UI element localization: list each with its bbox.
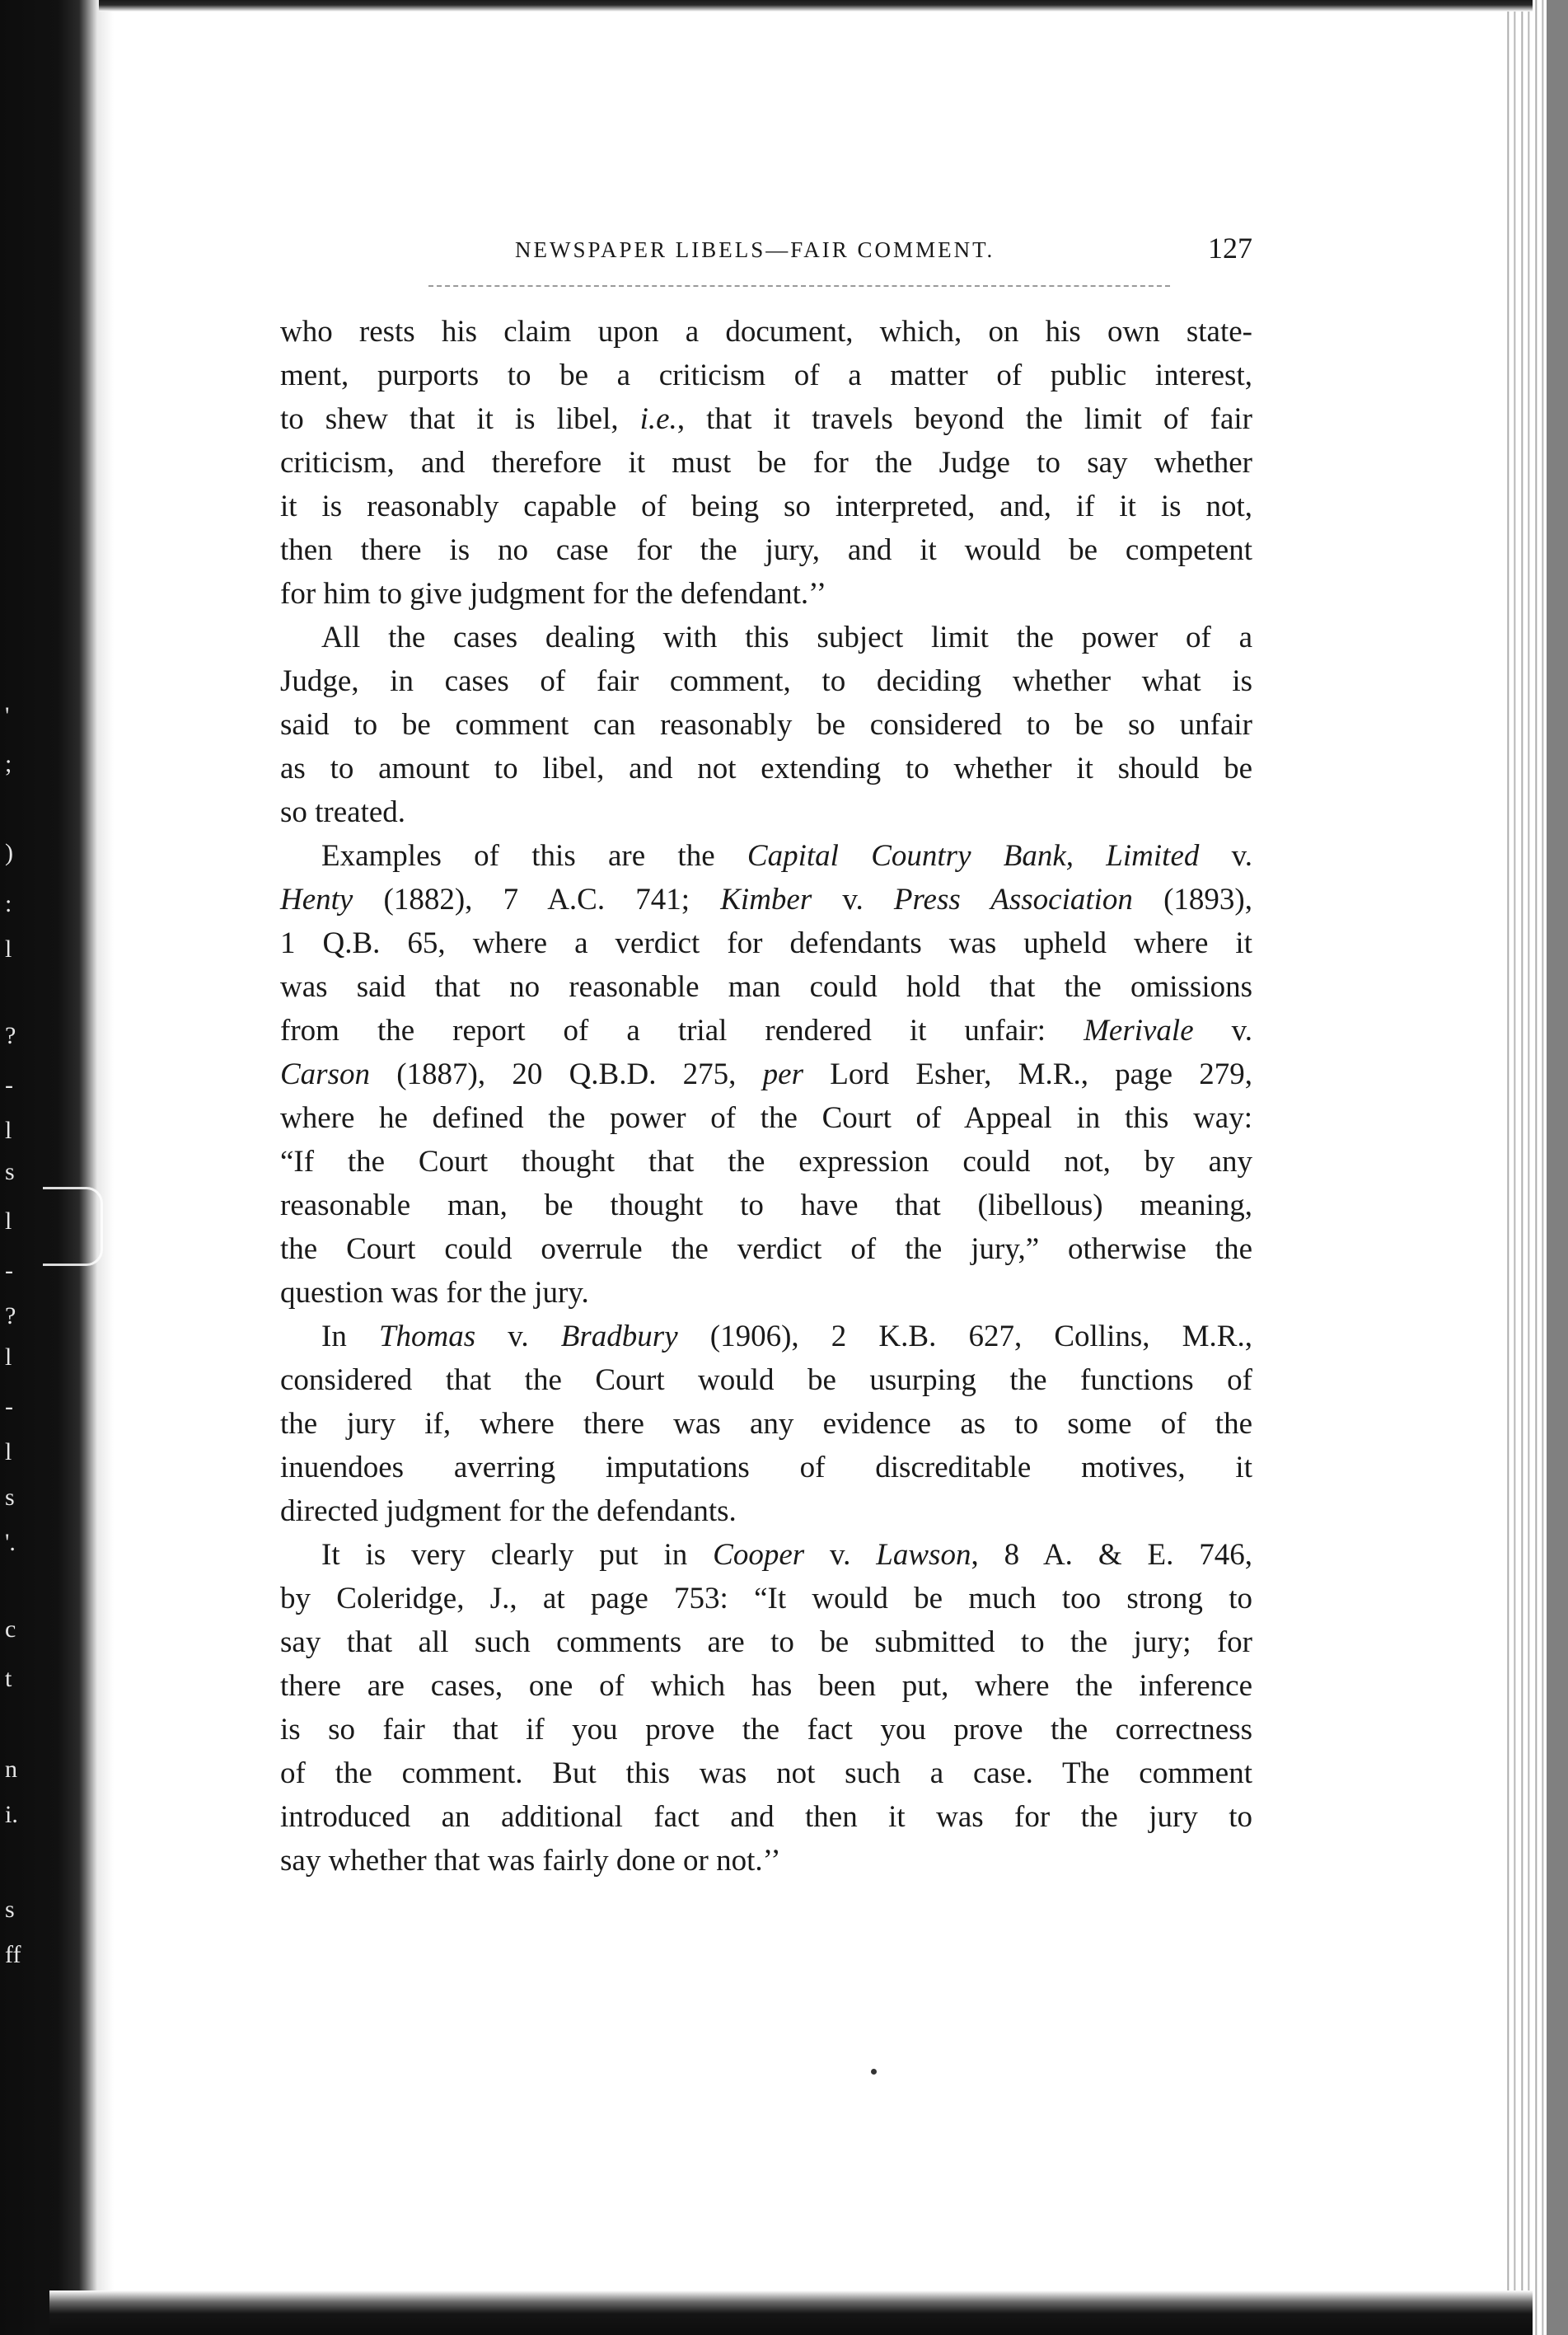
margin-letter: ; bbox=[5, 750, 12, 777]
margin-letter: l bbox=[5, 1207, 12, 1235]
paragraph-4 bbox=[280, 1315, 1252, 1533]
margin-letter: s bbox=[5, 1896, 15, 1923]
margin-letter: ff bbox=[5, 1941, 21, 1968]
scan-edge-bottom bbox=[49, 2290, 1533, 2335]
text-line: Carson (1887), 20 Q.B.D. 275, per Lord Esher, M.R., page 279, bbox=[280, 1057, 1252, 1091]
text-line: there are cases, one of which has been put, where the inference bbox=[280, 1669, 1252, 1703]
text-line: In Thomas v. Bradbury (1906), 2 K.B. 627, Collins, M.R., bbox=[321, 1320, 1252, 1353]
margin-letter: l bbox=[5, 1343, 12, 1371]
text-line: then there is no case for the jury, and it would be competent bbox=[280, 533, 1252, 567]
text-line: introduced an additional fact and then it was for the jury to bbox=[280, 1800, 1252, 1834]
margin-letter: l bbox=[5, 935, 12, 963]
header-rule bbox=[428, 285, 1170, 287]
margin-letter: - bbox=[5, 1393, 13, 1420]
margin-letter: : bbox=[5, 890, 12, 917]
text-line: directed judgment for the defendants. bbox=[280, 1494, 737, 1528]
text-line: by Coleridge, J., at page 753: “It would be much too strong to bbox=[280, 1582, 1252, 1615]
text-line: to shew that it is libel, i.e., that it travels beyond the limit of fair bbox=[280, 402, 1252, 436]
text-line: Henty (1882), 7 A.C. 741; Kimber v. Press Association (1893), bbox=[280, 883, 1252, 917]
margin-letter: s bbox=[5, 1158, 15, 1185]
text-line: criticism, and therefore it must be for the Judge to say whether bbox=[280, 446, 1252, 480]
text-line: considered that the Court would be usurping the functions of bbox=[280, 1363, 1252, 1397]
text-line: was said that no reasonable man could hold that the omissions bbox=[280, 970, 1252, 1004]
paragraph-2 bbox=[280, 616, 1252, 834]
text-line: question was for the jury. bbox=[280, 1276, 589, 1310]
text-line: reasonable man, be thought to have that (libellous) meaning, bbox=[280, 1189, 1252, 1222]
body-text bbox=[280, 310, 1252, 1883]
running-title: NEWSPAPER LIBELS—FAIR COMMENT. bbox=[515, 237, 995, 262]
text-line: where he defined the power of the Court of Appeal in this way: bbox=[280, 1101, 1252, 1135]
text-line: it is reasonably capable of being so interpreted, and, if it is not, bbox=[280, 490, 1252, 523]
margin-letter: ? bbox=[5, 1302, 16, 1329]
margin-letter: - bbox=[5, 1257, 13, 1284]
margin-letter: ? bbox=[5, 1022, 16, 1049]
text-line: for him to give judgment for the defendant.’’ bbox=[280, 577, 827, 611]
margin-letter: i. bbox=[5, 1801, 18, 1828]
margin-letter: ) bbox=[5, 839, 13, 866]
margin-letter: t bbox=[5, 1665, 12, 1692]
text-line: All the cases dealing with this subject limit the power of a bbox=[321, 621, 1252, 654]
text-line: It is very clearly put in Cooper v. Lawson, 8 A. & E. 746, bbox=[321, 1538, 1253, 1572]
text-line: the Court could overrule the verdict of the jury,” otherwise the bbox=[280, 1232, 1252, 1266]
text-line: said to be comment can reasonably be considered to be so unfair bbox=[280, 708, 1252, 742]
margin-letter: - bbox=[5, 1071, 13, 1099]
text-line: who rests his claim upon a document, which, on his own state- bbox=[280, 315, 1252, 349]
text-line: of the comment. But this was not such a case. The comment bbox=[280, 1756, 1252, 1790]
text-line: the jury if, where there was any evidence as to some of the bbox=[280, 1407, 1252, 1441]
text-line: Examples of this are the Capital Country Bank, Limited v. bbox=[321, 839, 1252, 873]
text-line: 1 Q.B. 65, where a verdict for defendants was upheld where it bbox=[280, 926, 1252, 960]
margin-letter: n bbox=[5, 1756, 17, 1783]
text-line: inuendoes averring imputations of discreditable motives, it bbox=[280, 1451, 1252, 1484]
scan-edge-right bbox=[1502, 0, 1568, 2335]
text-line: from the report of a trial rendered it unfair: Merivale v. bbox=[280, 1014, 1252, 1048]
adjacent-page-margin-letters bbox=[0, 0, 25, 2335]
margin-letter: l bbox=[5, 1438, 12, 1465]
text-line: say that all such comments are to be submitted to the jury; for bbox=[280, 1625, 1252, 1659]
text-line: as to amount to libel, and not extending to whether it should be bbox=[280, 752, 1252, 785]
text-line: is so fair that if you prove the fact you prove the correctness bbox=[280, 1713, 1252, 1747]
text-line: Judge, in cases of fair comment, to deciding whether what is bbox=[280, 664, 1252, 698]
margin-letter: '. bbox=[5, 1529, 16, 1556]
margin-letter: ' bbox=[5, 702, 10, 729]
margin-letter: l bbox=[5, 1117, 12, 1144]
scan-edge-top bbox=[99, 0, 1533, 12]
text-line: so treated. bbox=[280, 795, 406, 829]
margin-letter: c bbox=[5, 1615, 16, 1643]
margin-letter: s bbox=[5, 1484, 15, 1511]
paragraph-5 bbox=[280, 1533, 1252, 1883]
text-line: “If the Court thought that the expression could not, by any bbox=[280, 1145, 1252, 1179]
text-line: say whether that was fairly done or not.’’ bbox=[280, 1844, 781, 1878]
book-page bbox=[280, 223, 1252, 1883]
print-speck bbox=[871, 2069, 877, 2075]
page-number: 127 bbox=[1208, 232, 1252, 265]
text-line: ment, purports to be a criticism of a matter of public interest, bbox=[280, 359, 1252, 392]
running-head bbox=[280, 223, 1252, 280]
paragraph-1 bbox=[280, 310, 1252, 616]
paragraph-3 bbox=[280, 834, 1252, 1315]
